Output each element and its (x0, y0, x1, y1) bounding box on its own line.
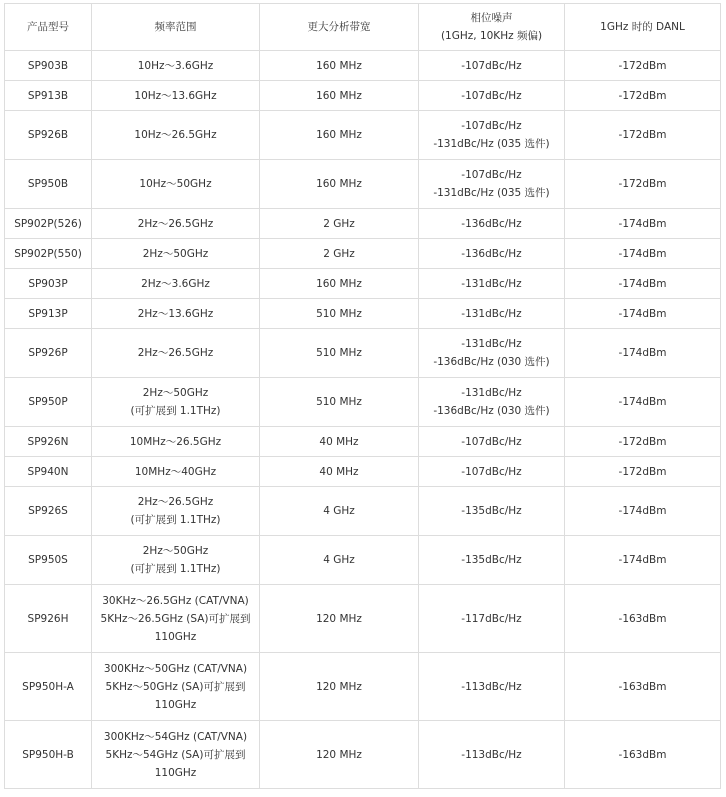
cell-model (5, 209, 92, 239)
cell-phase-noise (419, 269, 565, 299)
cell-danl (565, 160, 721, 209)
header-line: 更大分析带宽 (307, 21, 371, 33)
cell-line: SP902P(550) (14, 247, 82, 260)
cell-bandwidth (260, 160, 419, 209)
cell-model (5, 457, 92, 487)
cell-line: 10MHz～26.5GHz (129, 435, 222, 448)
cell-line: 120 MHz (316, 612, 362, 625)
cell-model (5, 653, 92, 721)
cell-line: 120 MHz (316, 680, 362, 693)
cell-line: SP926P (28, 347, 68, 359)
cell-line: -174dBm (618, 217, 667, 230)
cell-phase-noise (419, 653, 565, 721)
cell-model (5, 378, 92, 427)
cell-model (5, 111, 92, 160)
cell-line: -113dBc/Hz (461, 680, 522, 693)
cell-line: 160 MHz (316, 277, 362, 290)
header-phase-noise (419, 4, 565, 51)
cell-line: -174dBm (618, 307, 667, 320)
cell-danl (565, 329, 721, 378)
cell-danl (565, 487, 721, 536)
spectrum-analyzer-spec-table (4, 3, 721, 789)
cell-line: -174dBm (618, 247, 667, 260)
cell-line: SP950P (28, 396, 68, 408)
cell-danl (565, 81, 721, 111)
cell-line: SP926H (27, 612, 69, 625)
cell-line: SP902P(526) (14, 217, 82, 230)
cell-line: SP950B (27, 178, 69, 190)
cell-line: -136dBc/Hz (461, 247, 522, 260)
cell-phase-noise (419, 299, 565, 329)
cell-frequency-range (92, 653, 260, 721)
cell-line: -136dBc/Hz (461, 217, 522, 230)
cell-line: -163dBm (618, 612, 667, 625)
cell-line: 160 MHz (316, 178, 362, 190)
cell-frequency-range (92, 239, 260, 269)
cell-line: -172dBm (618, 178, 667, 190)
table-row (5, 378, 721, 427)
cell-line: 160 MHz (316, 129, 362, 141)
header-line: 1GHz 时的 DANL (600, 21, 685, 33)
cell-line: -135dBc/Hz (461, 505, 522, 517)
table-row (5, 160, 721, 209)
cell-line: -107dBc/Hz (461, 465, 522, 478)
cell-line: (可扩展到 1.1THz) (130, 514, 221, 526)
cell-line: 120 MHz (316, 748, 362, 761)
cell-danl (565, 269, 721, 299)
cell-line: 2 GHz (323, 217, 355, 230)
header-frequency-range (92, 4, 260, 51)
cell-line: 2 GHz (323, 247, 355, 260)
table-row (5, 427, 721, 457)
cell-phase-noise (419, 457, 565, 487)
cell-line: 10Hz～50GHz (139, 178, 212, 190)
cell-line: -174dBm (618, 396, 667, 408)
cell-frequency-range (92, 329, 260, 378)
cell-line: 510 MHz (316, 347, 362, 359)
cell-frequency-range (92, 721, 260, 789)
table-row (5, 51, 721, 81)
cell-bandwidth (260, 378, 419, 427)
cell-line: 40 MHz (319, 465, 359, 478)
cell-bandwidth (260, 81, 419, 111)
cell-line: 300KHz～50GHz (CAT/VNA) (103, 662, 248, 675)
cell-frequency-range (92, 209, 260, 239)
cell-line: 110GHz (154, 630, 197, 643)
cell-line: -131dBc/Hz (461, 387, 522, 399)
cell-model (5, 721, 92, 789)
cell-line: 10Hz～26.5GHz (134, 129, 217, 141)
cell-line: 2Hz～3.6GHz (141, 277, 210, 290)
cell-bandwidth (260, 721, 419, 789)
table-row (5, 239, 721, 269)
cell-bandwidth (260, 585, 419, 653)
cell-line: (可扩展到 1.1THz) (130, 563, 221, 575)
cell-line: SP950S (28, 554, 68, 566)
cell-frequency-range (92, 160, 260, 209)
cell-line: -172dBm (618, 465, 667, 478)
cell-frequency-range (92, 269, 260, 299)
cell-bandwidth (260, 427, 419, 457)
cell-line: SP926N (27, 435, 69, 448)
cell-bandwidth (260, 51, 419, 81)
cell-frequency-range (92, 81, 260, 111)
cell-line: -172dBm (618, 89, 667, 102)
cell-frequency-range (92, 299, 260, 329)
cell-line: -172dBm (618, 435, 667, 448)
cell-line: -135dBc/Hz (461, 554, 522, 566)
cell-line: 2Hz～26.5GHz (137, 496, 214, 508)
cell-model (5, 51, 92, 81)
cell-bandwidth (260, 457, 419, 487)
cell-line: 2Hz～13.6GHz (137, 307, 214, 320)
cell-bandwidth (260, 299, 419, 329)
cell-line: -107dBc/Hz (461, 435, 522, 448)
cell-line: 2Hz～26.5GHz (137, 217, 214, 230)
cell-frequency-range (92, 51, 260, 81)
cell-phase-noise (419, 51, 565, 81)
header-line: 相位噪声 (470, 12, 513, 24)
cell-model (5, 487, 92, 536)
table-header-row (5, 4, 721, 51)
table-row (5, 329, 721, 378)
cell-model (5, 269, 92, 299)
table-row (5, 536, 721, 585)
cell-line: SP903B (27, 59, 69, 72)
cell-line: -107dBc/Hz (461, 120, 522, 132)
table-row (5, 269, 721, 299)
table-row (5, 81, 721, 111)
cell-line: -174dBm (618, 277, 667, 290)
cell-bandwidth (260, 329, 419, 378)
cell-phase-noise (419, 209, 565, 239)
cell-bandwidth (260, 269, 419, 299)
cell-line: 2Hz～26.5GHz (137, 347, 214, 359)
cell-bandwidth (260, 239, 419, 269)
cell-bandwidth (260, 209, 419, 239)
cell-line: 10Hz～13.6GHz (134, 89, 217, 102)
cell-phase-noise (419, 721, 565, 789)
cell-model (5, 427, 92, 457)
cell-phase-noise (419, 487, 565, 536)
cell-danl (565, 378, 721, 427)
cell-bandwidth (260, 111, 419, 160)
cell-line: SP903P (28, 277, 68, 290)
cell-line: -174dBm (618, 347, 667, 359)
cell-phase-noise (419, 427, 565, 457)
cell-line: 5KHz～50GHz (SA)可扩展到 (105, 680, 246, 693)
cell-line: -163dBm (618, 748, 667, 761)
cell-line: SP926S (28, 505, 68, 517)
cell-line: SP950H-A (22, 680, 74, 693)
cell-frequency-range (92, 585, 260, 653)
cell-phase-noise (419, 111, 565, 160)
cell-phase-noise (419, 329, 565, 378)
cell-line: -117dBc/Hz (461, 612, 522, 625)
cell-phase-noise (419, 81, 565, 111)
cell-danl (565, 585, 721, 653)
cell-line: 300KHz～54GHz (CAT/VNA) (103, 730, 248, 743)
cell-danl (565, 209, 721, 239)
cell-line: -131dBc/Hz (461, 277, 522, 290)
header-line: 频率范围 (154, 21, 197, 33)
cell-line: -172dBm (618, 129, 667, 141)
table-row (5, 653, 721, 721)
cell-line: 5KHz～54GHz (SA)可扩展到 (105, 748, 246, 761)
cell-danl (565, 239, 721, 269)
cell-phase-noise (419, 536, 565, 585)
header-line: (1GHz, 10KHz 频偏) (440, 30, 543, 42)
cell-danl (565, 299, 721, 329)
cell-line: SP950H-B (22, 748, 74, 761)
cell-line: -131dBc/Hz (461, 338, 522, 350)
cell-line: -107dBc/Hz (461, 89, 522, 102)
cell-bandwidth (260, 536, 419, 585)
cell-model (5, 160, 92, 209)
cell-line: -174dBm (618, 554, 667, 566)
cell-phase-noise (419, 160, 565, 209)
cell-line: SP926B (27, 129, 69, 141)
cell-danl (565, 51, 721, 81)
cell-line: -174dBm (618, 505, 667, 517)
cell-line: -131dBc/Hz (035 选件) (433, 138, 550, 150)
header-line: 产品型号 (27, 21, 69, 33)
cell-line: 510 MHz (316, 307, 362, 320)
cell-line: (可扩展到 1.1THz) (130, 405, 221, 417)
cell-line: 2Hz～50GHz (142, 247, 209, 260)
table-row (5, 487, 721, 536)
table-row (5, 585, 721, 653)
cell-danl (565, 653, 721, 721)
cell-model (5, 585, 92, 653)
cell-line: -131dBc/Hz (461, 307, 522, 320)
cell-bandwidth (260, 487, 419, 536)
cell-line: 110GHz (154, 698, 197, 711)
cell-line: 160 MHz (316, 89, 362, 102)
cell-model (5, 536, 92, 585)
header-analysis-bandwidth (260, 4, 419, 51)
table-body (5, 51, 721, 789)
cell-danl (565, 111, 721, 160)
cell-line: SP940N (27, 465, 69, 478)
cell-line: -172dBm (618, 59, 667, 72)
cell-line: 40 MHz (319, 435, 359, 448)
table-row (5, 457, 721, 487)
table-row (5, 299, 721, 329)
cell-model (5, 329, 92, 378)
cell-frequency-range (92, 378, 260, 427)
cell-line: -107dBc/Hz (461, 59, 522, 72)
cell-line: -113dBc/Hz (461, 748, 522, 761)
cell-line: -136dBc/Hz (030 选件) (433, 405, 550, 417)
cell-phase-noise (419, 585, 565, 653)
cell-line: 2Hz～50GHz (142, 387, 209, 399)
cell-frequency-range (92, 536, 260, 585)
header-danl (565, 4, 721, 51)
cell-frequency-range (92, 427, 260, 457)
cell-danl (565, 457, 721, 487)
cell-line: 30KHz～26.5GHz (CAT/VNA) (102, 594, 249, 607)
cell-danl (565, 427, 721, 457)
cell-line: 110GHz (154, 766, 197, 779)
cell-phase-noise (419, 378, 565, 427)
cell-line: 160 MHz (316, 59, 362, 72)
cell-phase-noise (419, 239, 565, 269)
cell-line: 2Hz～50GHz (142, 545, 209, 557)
cell-model (5, 81, 92, 111)
cell-model (5, 299, 92, 329)
cell-bandwidth (260, 653, 419, 721)
cell-model (5, 239, 92, 269)
cell-frequency-range (92, 457, 260, 487)
table-row (5, 721, 721, 789)
header-model (5, 4, 92, 51)
table-row (5, 209, 721, 239)
cell-line: 5KHz～26.5GHz (SA)可扩展到 (100, 612, 251, 625)
cell-line: 510 MHz (316, 396, 362, 408)
cell-line: 4 GHz (323, 554, 355, 566)
table-row (5, 111, 721, 160)
cell-line: SP913B (27, 89, 69, 102)
cell-line: -136dBc/Hz (030 选件) (433, 356, 550, 368)
cell-frequency-range (92, 111, 260, 160)
cell-line: 4 GHz (323, 505, 355, 517)
cell-line: 10MHz～40GHz (134, 465, 217, 478)
cell-line: 10Hz～3.6GHz (137, 59, 214, 72)
cell-danl (565, 721, 721, 789)
cell-line: -131dBc/Hz (035 选件) (433, 187, 550, 199)
cell-line: -107dBc/Hz (461, 169, 522, 181)
cell-danl (565, 536, 721, 585)
cell-frequency-range (92, 487, 260, 536)
cell-line: -163dBm (618, 680, 667, 693)
cell-line: SP913P (28, 307, 68, 320)
